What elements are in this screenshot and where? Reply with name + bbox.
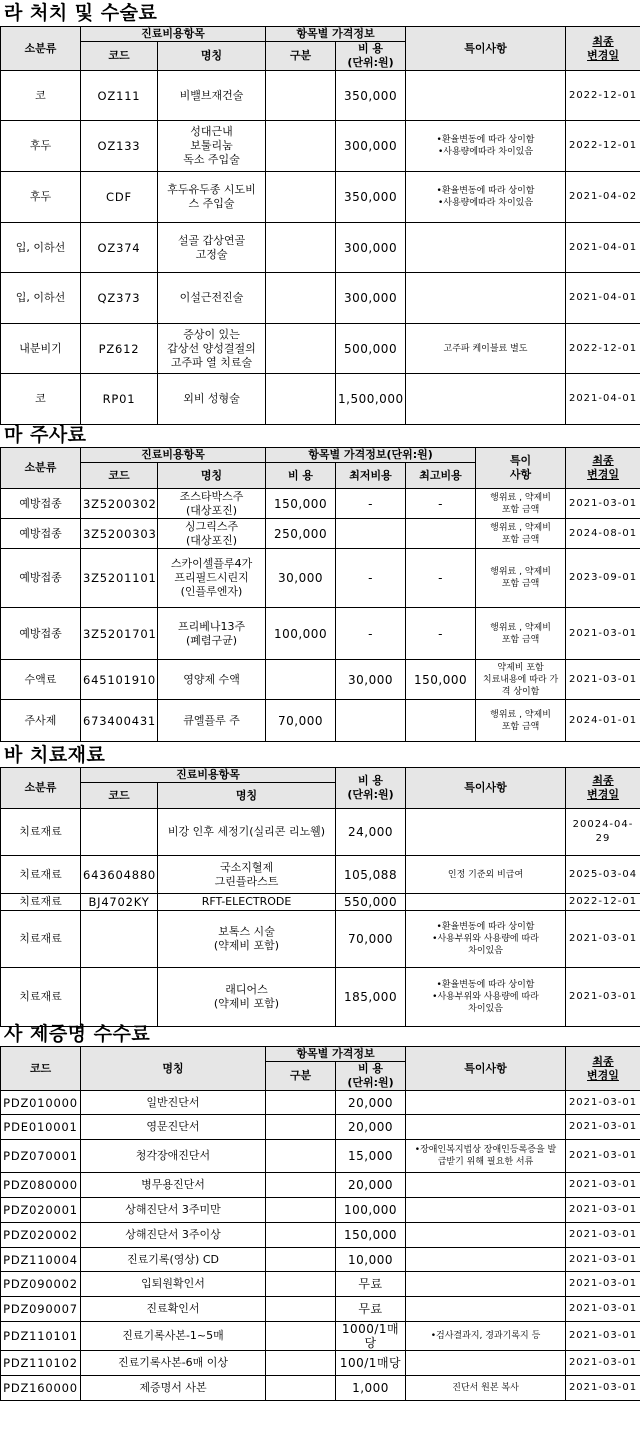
table-row xyxy=(1,700,640,742)
header-code: 코드 xyxy=(81,783,158,809)
cell-max: - xyxy=(406,608,476,660)
table-row xyxy=(1,894,640,911)
cell-max: 150,000 xyxy=(406,660,476,700)
cell-code: RP01 xyxy=(81,374,158,425)
cell-updated: 2021-04-01 xyxy=(566,223,640,273)
cell-kind xyxy=(266,172,336,223)
header-name: 명칭 xyxy=(158,783,336,809)
table-row xyxy=(1,1115,640,1140)
cell-updated: 2023-09-01 xyxy=(566,549,640,608)
header-updated: 최종 변경일 xyxy=(566,448,640,489)
header-name: 명칭 xyxy=(158,463,266,489)
cell-cost: 500,000 xyxy=(336,324,406,374)
cell-name: 국소지혈제 그린플라스트 xyxy=(158,856,336,894)
cell-kind xyxy=(266,1115,336,1140)
cell-cost: 15,000 xyxy=(336,1140,406,1173)
table-row xyxy=(1,1198,640,1223)
cell-updated: 2021-03-01 xyxy=(566,608,640,660)
cell-cost: 250,000 xyxy=(266,519,336,549)
header-note: 특이 사항 xyxy=(476,448,566,489)
cell-note xyxy=(406,809,566,856)
cell-code: PDZ010000 xyxy=(1,1091,81,1115)
cell-name: 성대근내 보툴리눔 독소 주입술 xyxy=(158,121,266,172)
cell-updated: 2021-03-01 xyxy=(566,1223,640,1248)
cell-note: •검사결과지, 경과기록지 등 xyxy=(406,1322,566,1351)
cell-updated: 2021-03-01 xyxy=(566,1173,640,1198)
cell-updated: 2025-03-04 xyxy=(566,856,640,894)
table-row xyxy=(1,809,640,856)
cell-kind xyxy=(266,1248,336,1272)
cell-kind xyxy=(266,223,336,273)
cell-note: •환율변동에 따라 상이함 •사용부위와 사용량에 따라 차이있음 xyxy=(406,968,566,1027)
cell-cost: 1,000 xyxy=(336,1376,406,1401)
cell-code: 645101910 xyxy=(81,660,158,700)
cell-cost: 100/1매당 xyxy=(336,1351,406,1376)
cell-name: 영문진단서 xyxy=(81,1115,266,1140)
cell-name: 외비 성형술 xyxy=(158,374,266,425)
table-row xyxy=(1,1248,640,1272)
section-title-materials: 바 치료재료 xyxy=(4,744,106,766)
cell-cost: 30,000 xyxy=(266,549,336,608)
section-title-certificates: 사 제증명 수수료 xyxy=(4,1023,151,1045)
cell-code: 3Z5200303 xyxy=(81,519,158,549)
cell-cost: 70,000 xyxy=(266,700,336,742)
cell-updated: 2021-03-01 xyxy=(566,1140,640,1173)
table-row xyxy=(1,273,640,324)
cell-code xyxy=(81,968,158,1027)
cell-subcat: 내분비기 xyxy=(1,324,81,374)
cell-cost: 300,000 xyxy=(336,273,406,324)
cell-code: PDZ110004 xyxy=(1,1248,81,1272)
cell-kind xyxy=(266,71,336,121)
table-row xyxy=(1,374,640,425)
cell-name: 보톡스 시술 (약제비 포함) xyxy=(158,911,336,968)
cell-max xyxy=(406,519,476,549)
cell-updated: 2021-03-01 xyxy=(566,1272,640,1297)
cell-updated: 2022-12-01 xyxy=(566,121,640,172)
cell-min: - xyxy=(336,608,406,660)
cell-kind xyxy=(266,1140,336,1173)
table-row xyxy=(1,121,640,172)
table-row xyxy=(1,608,640,660)
cell-note: 행위료 , 약제비 포함 금액 xyxy=(476,700,566,742)
header-cost: 비 용 xyxy=(266,463,336,489)
cell-note: •환율변동에 따라 상이함 •사용량에따라 차이있음 xyxy=(406,121,566,172)
table-row xyxy=(1,1297,640,1322)
cell-name: 진료기록(영상) CD xyxy=(81,1248,266,1272)
cell-name: 스카이셀플루4가 프리필드시린지 (인플루엔자) xyxy=(158,549,266,608)
cell-note xyxy=(406,1223,566,1248)
table-row xyxy=(1,223,640,273)
cell-note: •환율변동에 따라 상이함 •사용량에따라 차이있음 xyxy=(406,172,566,223)
cell-subcat: 치료재료 xyxy=(1,856,81,894)
cell-note xyxy=(406,1173,566,1198)
cell-note: •환율변동에 따라 상이함 •사용부위와 사용량에 따라 차이있음 xyxy=(406,911,566,968)
cell-name: 싱그릭스주 (대상포진) xyxy=(158,519,266,549)
cell-updated: 2021-03-01 xyxy=(566,1198,640,1223)
cell-subcat: 후두 xyxy=(1,121,81,172)
cell-cost: 350,000 xyxy=(336,71,406,121)
cell-note: •장애인복지법상 장애인등록증을 발 급받기 위해 필요한 서류 xyxy=(406,1140,566,1173)
cell-updated: 2022-12-01 xyxy=(566,324,640,374)
cell-cost: 20,000 xyxy=(336,1173,406,1198)
section-title-injection: 마 주사료 xyxy=(4,424,87,446)
cell-note xyxy=(406,894,566,911)
cell-code: PDZ110102 xyxy=(1,1351,81,1376)
header-price-group: 항목별 가격정보(단위:원) xyxy=(266,448,476,463)
cell-code: CDF xyxy=(81,172,158,223)
cell-code: PDZ020001 xyxy=(1,1198,81,1223)
header-item-group: 진료비용항목 xyxy=(81,768,336,783)
cell-code: PDZ020002 xyxy=(1,1223,81,1248)
cell-name: 진료기록사본-1~5매 xyxy=(81,1322,266,1351)
header-name: 명칭 xyxy=(158,42,266,71)
cell-name: 청각장애진단서 xyxy=(81,1140,266,1173)
cell-updated: 2021-03-01 xyxy=(566,911,640,968)
cell-kind xyxy=(266,1297,336,1322)
header-note: 특이사항 xyxy=(406,768,566,809)
cell-updated: 2021-03-01 xyxy=(566,660,640,700)
cell-updated: 2021-04-02 xyxy=(566,172,640,223)
cell-cost: 무료 xyxy=(336,1297,406,1322)
cell-note: 행위료 , 약제비 포함 금액 xyxy=(476,519,566,549)
cell-subcat: 치료재료 xyxy=(1,968,81,1027)
cell-code: PDZ160000 xyxy=(1,1376,81,1401)
cell-min: - xyxy=(336,549,406,608)
table-row xyxy=(1,1173,640,1198)
cell-note xyxy=(406,223,566,273)
header-max-cost: 최고비용 xyxy=(406,463,476,489)
cell-name: 설골 갑상연골 고정술 xyxy=(158,223,266,273)
header-updated: 최종 변경일 xyxy=(566,27,640,71)
cell-subcat: 치료재료 xyxy=(1,911,81,968)
header-cost: 비 용 (단위:원) xyxy=(336,768,406,809)
cell-note: 행위료 , 약제비 포함 금액 xyxy=(476,489,566,519)
cell-kind xyxy=(266,1376,336,1401)
header-note: 특이사항 xyxy=(406,1047,566,1091)
cell-subcat: 코 xyxy=(1,71,81,121)
cell-cost: 550,000 xyxy=(336,894,406,911)
header-code: 코드 xyxy=(81,42,158,71)
surgery-fee-table xyxy=(0,26,640,425)
header-kind: 구분 xyxy=(266,1062,336,1091)
cell-note xyxy=(406,1351,566,1376)
cell-updated: 2021-03-01 xyxy=(566,489,640,519)
cell-note xyxy=(406,1198,566,1223)
cell-code: PDZ070001 xyxy=(1,1140,81,1173)
cell-name: 병무용진단서 xyxy=(81,1173,266,1198)
cell-subcat: 입, 이하선 xyxy=(1,273,81,324)
cell-name: 상해진단서 3주미만 xyxy=(81,1198,266,1223)
cell-note xyxy=(406,71,566,121)
cell-code: OZ111 xyxy=(81,71,158,121)
header-updated: 최종 변경일 xyxy=(566,1047,640,1091)
cell-min: - xyxy=(336,489,406,519)
cell-note: 약제비 포함 치료내용에 따라 가 격 상이함 xyxy=(476,660,566,700)
cell-name: 큐엘플루 주 xyxy=(158,700,266,742)
table-row xyxy=(1,1091,640,1115)
cell-cost: 185,000 xyxy=(336,968,406,1027)
cell-cost: 300,000 xyxy=(336,121,406,172)
cell-note xyxy=(406,374,566,425)
cell-kind xyxy=(266,1351,336,1376)
table-row xyxy=(1,1223,640,1248)
cell-name: 프리베나13주 (폐렴구균) xyxy=(158,608,266,660)
cell-code: BJ4702KY xyxy=(81,894,158,911)
section-title-surgery: 라 처치 및 수술료 xyxy=(4,2,158,24)
cell-cost: 150,000 xyxy=(336,1223,406,1248)
cell-updated: 20024-04-29 xyxy=(566,809,640,856)
cell-note: 진단서 원본 복사 xyxy=(406,1376,566,1401)
cell-kind xyxy=(266,273,336,324)
cell-updated: 2021-04-01 xyxy=(566,273,640,324)
cell-updated: 2021-04-01 xyxy=(566,374,640,425)
cell-name: 비밸브재건술 xyxy=(158,71,266,121)
cell-subcat: 코 xyxy=(1,374,81,425)
header-cost: 비 용 (단위:원) xyxy=(336,42,406,71)
table-row xyxy=(1,549,640,608)
cell-kind xyxy=(266,1173,336,1198)
header-updated: 최종 변경일 xyxy=(566,768,640,809)
header-cost: 비 용 (단위:원) xyxy=(336,1062,406,1091)
cell-name: 래디어스 (약제비 포함) xyxy=(158,968,336,1027)
header-price-group: 항목별 가격정보 xyxy=(266,1047,406,1062)
cell-subcat: 입, 이하선 xyxy=(1,223,81,273)
cell-code: 3Z5200302 xyxy=(81,489,158,519)
header-code: 코드 xyxy=(1,1047,81,1091)
cell-cost: 105,088 xyxy=(336,856,406,894)
cell-min xyxy=(336,700,406,742)
cell-cost: 350,000 xyxy=(336,172,406,223)
table-row xyxy=(1,489,640,519)
table-row xyxy=(1,660,640,700)
cell-name: 제증명서 사본 xyxy=(81,1376,266,1401)
table-row xyxy=(1,911,640,968)
cell-kind xyxy=(266,374,336,425)
table-row xyxy=(1,324,640,374)
cell-cost: 100,000 xyxy=(266,608,336,660)
cell-updated: 2022-12-01 xyxy=(566,894,640,911)
table-row xyxy=(1,1351,640,1376)
cell-code: OZ374 xyxy=(81,223,158,273)
cell-kind xyxy=(266,1223,336,1248)
cell-kind xyxy=(266,1091,336,1115)
cell-max: - xyxy=(406,489,476,519)
cell-cost: 무료 xyxy=(336,1272,406,1297)
cell-subcat: 예방접종 xyxy=(1,489,81,519)
cell-updated: 2021-03-01 xyxy=(566,1376,640,1401)
header-item-group: 진료비용항목 xyxy=(81,27,266,42)
cell-subcat: 예방접종 xyxy=(1,549,81,608)
injection-fee-table xyxy=(0,447,640,742)
cell-updated: 2024-01-01 xyxy=(566,700,640,742)
cell-kind xyxy=(266,1198,336,1223)
cell-updated: 2022-12-01 xyxy=(566,71,640,121)
cell-cost: 150,000 xyxy=(266,489,336,519)
cell-code: 643604880 xyxy=(81,856,158,894)
cell-name: 진료기록사본-6매 이상 xyxy=(81,1351,266,1376)
cell-code xyxy=(81,911,158,968)
materials-fee-table xyxy=(0,767,640,1027)
cell-name: 이설근전진술 xyxy=(158,273,266,324)
cell-subcat: 예방접종 xyxy=(1,608,81,660)
cell-code: PDZ090002 xyxy=(1,1272,81,1297)
cell-updated: 2021-03-01 xyxy=(566,1322,640,1351)
cell-kind xyxy=(266,1272,336,1297)
cell-updated: 2021-03-01 xyxy=(566,1248,640,1272)
cell-updated: 2021-03-01 xyxy=(566,1351,640,1376)
cell-name: 조스타박스주 (대상포진) xyxy=(158,489,266,519)
cell-subcat: 주사제 xyxy=(1,700,81,742)
header-subcategory: 소분류 xyxy=(1,768,81,809)
table-row xyxy=(1,172,640,223)
cell-code: 673400431 xyxy=(81,700,158,742)
header-kind: 구분 xyxy=(266,42,336,71)
cell-name: 입퇴원확인서 xyxy=(81,1272,266,1297)
cell-updated: 2024-08-01 xyxy=(566,519,640,549)
cell-cost: 20,000 xyxy=(336,1115,406,1140)
cell-note: 고주파 케이블료 별도 xyxy=(406,324,566,374)
cell-name: RFT-ELECTRODE xyxy=(158,894,336,911)
cell-max xyxy=(406,700,476,742)
cell-cost xyxy=(266,660,336,700)
cell-min xyxy=(336,519,406,549)
cell-min: 30,000 xyxy=(336,660,406,700)
cell-kind xyxy=(266,121,336,172)
cell-subcat: 후두 xyxy=(1,172,81,223)
cell-kind xyxy=(266,1322,336,1351)
cell-code: PDZ080000 xyxy=(1,1173,81,1198)
cell-updated: 2021-03-01 xyxy=(566,1115,640,1140)
table-row xyxy=(1,1322,640,1351)
table-row xyxy=(1,1140,640,1173)
cell-cost: 1,500,000 xyxy=(336,374,406,425)
cell-code: PDE010001 xyxy=(1,1115,81,1140)
cell-note: 행위료 , 약제비 포함 금액 xyxy=(476,549,566,608)
cell-updated: 2021-03-01 xyxy=(566,1091,640,1115)
cell-cost: 300,000 xyxy=(336,223,406,273)
cell-cost: 1000/1매당 xyxy=(336,1322,406,1351)
certificate-fee-table xyxy=(0,1046,640,1401)
cell-cost: 70,000 xyxy=(336,911,406,968)
cell-note: 인정 기준외 비급여 xyxy=(406,856,566,894)
cell-name: 상해진단서 3주이상 xyxy=(81,1223,266,1248)
table-row xyxy=(1,856,640,894)
cell-cost: 20,000 xyxy=(336,1091,406,1115)
cell-code: PDZ090007 xyxy=(1,1297,81,1322)
cell-code xyxy=(81,809,158,856)
cell-note xyxy=(406,1115,566,1140)
header-note: 특이사항 xyxy=(406,27,566,71)
cell-cost: 10,000 xyxy=(336,1248,406,1272)
cell-kind xyxy=(266,324,336,374)
cell-code: 3Z5201101 xyxy=(81,549,158,608)
cell-code: QZ373 xyxy=(81,273,158,324)
cell-code: 3Z5201701 xyxy=(81,608,158,660)
cell-note: 행위료 , 약제비 포함 금액 xyxy=(476,608,566,660)
table-row xyxy=(1,968,640,1027)
cell-note xyxy=(406,1091,566,1115)
header-name: 명칭 xyxy=(81,1047,266,1091)
cell-note xyxy=(406,1272,566,1297)
table-row xyxy=(1,1272,640,1297)
cell-subcat: 치료재료 xyxy=(1,809,81,856)
header-code: 코드 xyxy=(81,463,158,489)
header-subcategory: 소분류 xyxy=(1,448,81,489)
cell-note xyxy=(406,273,566,324)
cell-note xyxy=(406,1248,566,1272)
table-row xyxy=(1,71,640,121)
header-price-group: 항목별 가격정보 xyxy=(266,27,406,42)
header-subcategory: 소분류 xyxy=(1,27,81,71)
cell-name: 후두유두종 시도비 스 주입술 xyxy=(158,172,266,223)
cell-updated: 2021-03-01 xyxy=(566,968,640,1027)
cell-updated: 2021-03-01 xyxy=(566,1297,640,1322)
cell-note xyxy=(406,1297,566,1322)
header-min-cost: 최저비용 xyxy=(336,463,406,489)
header-item-group: 진료비용항목 xyxy=(81,448,266,463)
table-row xyxy=(1,1376,640,1401)
cell-max: - xyxy=(406,549,476,608)
cell-cost: 24,000 xyxy=(336,809,406,856)
cell-code: PDZ110101 xyxy=(1,1322,81,1351)
cell-name: 증상이 있는 갑상선 양성결절의 고주파 열 치료술 xyxy=(158,324,266,374)
cell-subcat: 예방접종 xyxy=(1,519,81,549)
cell-subcat: 수액료 xyxy=(1,660,81,700)
cell-subcat: 치료재료 xyxy=(1,894,81,911)
cell-cost: 100,000 xyxy=(336,1198,406,1223)
cell-code: OZ133 xyxy=(81,121,158,172)
cell-code: PZ612 xyxy=(81,324,158,374)
cell-name: 진료확인서 xyxy=(81,1297,266,1322)
table-row xyxy=(1,519,640,549)
cell-name: 비강 인후 세정기(실리콘 리노웰) xyxy=(158,809,336,856)
cell-name: 일반진단서 xyxy=(81,1091,266,1115)
cell-name: 영양제 수액 xyxy=(158,660,266,700)
